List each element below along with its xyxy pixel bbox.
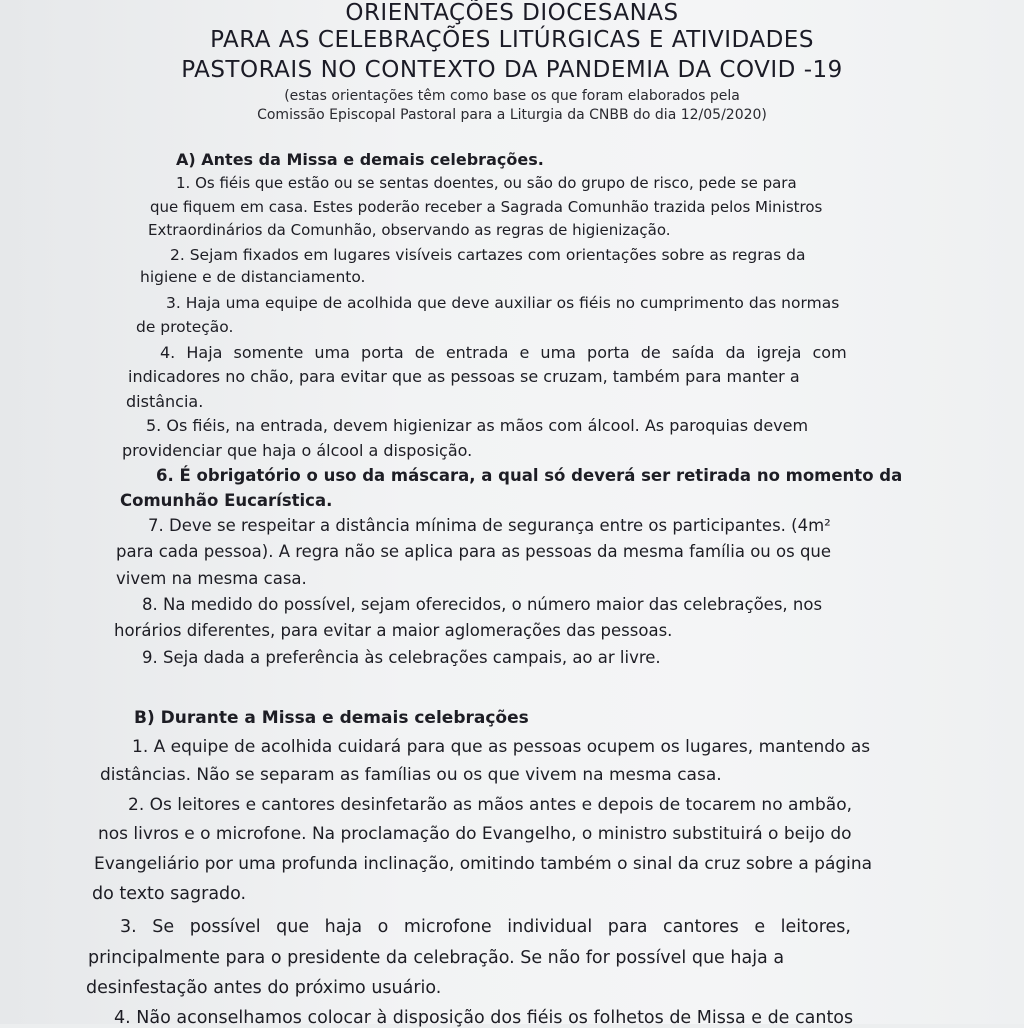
title-line-1: ORIENTAÇÕES DIOCESANAS [345,0,679,26]
section-b-line: do texto sagrado. [92,884,247,904]
section-a-line: 2. Sejam fixados em lugares visíveis cartazes com orientações sobre as regras da [170,246,806,264]
section-a-line-bold: Comunhão Eucarística. [120,491,333,510]
section-a-line: 7. Deve se respeitar a distância mínima de segurança entre os participantes. (4m² [148,516,831,535]
section-b-line: 3. Se possível que haja o microfone individual para cantores e leitores, [120,917,851,937]
subtitle-line-1: (estas orientações têm como base os que foram elaborados pela [284,88,740,104]
section-a-line-bold: 6. É obrigatório o uso da máscara, a qual só deverá ser retirada no momento da [156,466,903,485]
title-line-2: PARA AS CELEBRAÇÕES LITÚRGICAS E ATIVIDADES [210,27,814,53]
section-a-line: 1. Os fiéis que estão ou se sentas doentes, ou são do grupo de risco, pede se para [176,174,797,192]
subtitle-line-2: Comissão Episcopal Pastoral para a Liturgia da CNBB do dia 12/05/2020) [257,107,767,123]
section-b-line: 1. A equipe de acolhida cuidará para que as pessoas ocupem os lugares, mantendo as [132,737,871,757]
section-b-line: 2. Os leitores e cantores desinfetarão as mãos antes e depois de tocarem no ambão, [128,795,852,815]
section-a-line: 5. Os fiéis, na entrada, devem higienizar as mãos com álcool. As paroquias devem [146,416,809,435]
section-b-line: Evangeliário por uma profunda inclinação, omitindo também o sinal da cruz sobre a página [94,854,873,874]
section-b-line: desinfestação antes do próximo usuário. [86,978,442,998]
section-a-line: indicadores no chão, para evitar que as pessoas se cruzam, também para manter a [128,367,800,386]
section-a-heading: A) Antes da Missa e demais celebrações. [176,150,544,169]
title-line-3: PASTORAIS NO CONTEXTO DA PANDEMIA DA COVID -19 [181,57,843,83]
section-a-line: distância. [126,392,204,411]
section-a-line: 3. Haja uma equipe de acolhida que deve auxiliar os fiéis no cumprimento das normas [166,294,840,312]
section-b-line: principalmente para o presidente da celebração. Se não for possível que haja a [88,948,785,968]
section-b-line: 4. Não aconselhamos colocar à disposição dos fiéis os folhetos de Missa e de cantos [114,1008,854,1028]
section-b-line: distâncias. Não se separam as famílias ou os que vivem na mesma casa. [100,765,722,785]
section-a-line: 4. Haja somente uma porta de entrada e uma porta de saída da igreja com [160,343,847,362]
section-a-line: 8. Na medido do possível, sejam oferecidos, o número maior das celebrações, nos [142,595,823,614]
section-b-line: nos livros e o microfone. Na proclamação do Evangelho, o ministro substituirá o beijo do [98,824,852,844]
section-a-line: de proteção. [136,318,234,336]
section-a-line: Extraordinários da Comunhão, observando as regras de higienização. [148,221,671,239]
section-a-line: para cada pessoa). A regra não se aplica para as pessoas da mesma família ou os que [116,542,832,561]
section-a-line: higiene e de distanciamento. [140,268,366,286]
section-a-line: 9. Seja dada a preferência às celebrações campais, ao ar livre. [142,648,661,667]
section-a-line: vivem na mesma casa. [116,569,307,588]
section-a-line: que fiquem em casa. Estes poderão receber a Sagrada Comunhão trazida pelos Ministros [150,198,823,216]
section-a-line: horários diferentes, para evitar a maior aglomerações das pessoas. [114,621,673,640]
section-a-line: providenciar que haja o álcool a disposição. [122,441,473,460]
section-b-heading: B) Durante a Missa e demais celebrações [134,708,529,728]
